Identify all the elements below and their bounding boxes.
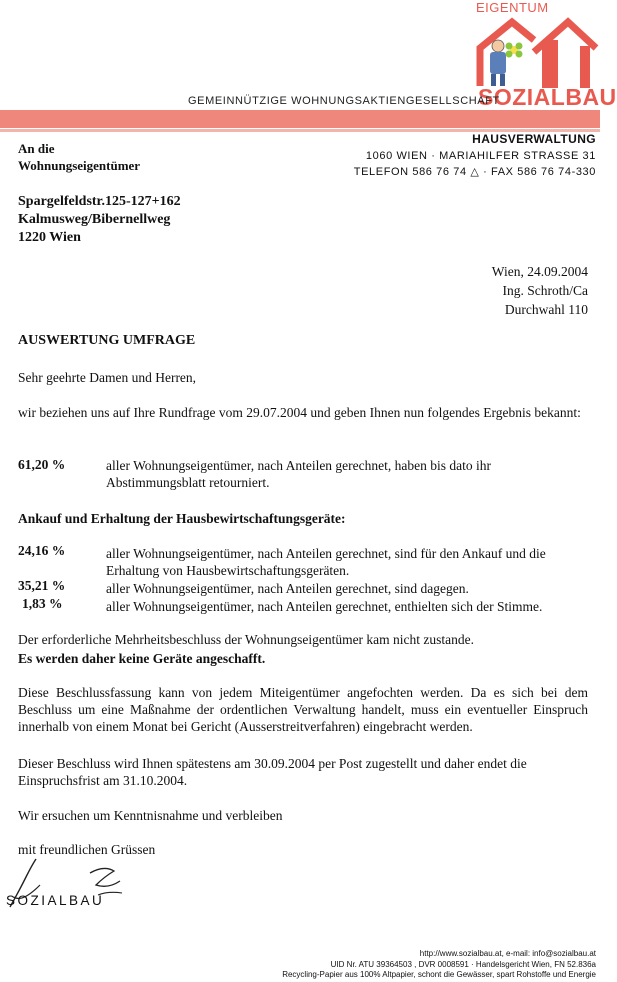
recipient-street1: Spargelfeldstr.125-127+162 <box>18 194 181 209</box>
result-percent-no: 35,21 % <box>18 578 66 593</box>
footer-registration: UID Nr. ATU 39364503 , DVR 0008591 · Handelsgericht Wien, FN 52.836a <box>330 960 596 969</box>
logo-wordmark: SOZIALBAU <box>478 84 617 110</box>
section-heading: Ankauf und Erhaltung der Hausbewirtschaftungsgeräte: <box>18 511 346 526</box>
letter-subject: AUSWERTUNG UMFRAGE <box>18 333 196 348</box>
result-text-abstain: aller Wohnungseigentümer, nach Anteilen gerechnet, enthielten sich der Stimme. <box>106 599 543 614</box>
sozialbau-logo-icon <box>476 12 596 92</box>
header-stripe <box>0 110 600 128</box>
return-rate-percent: 61,20 % <box>18 457 66 472</box>
conclusion-text: Der erforderliche Mehrheitsbeschluss der Wohnungseigentümer kam nicht zustande. <box>18 632 475 647</box>
letter-reference: Ing. Schroth/Ca <box>502 283 588 298</box>
letter-date: Wien, 24.09.2004 <box>491 264 588 279</box>
return-rate-text: aller Wohnungseigentümer, nach Anteilen gerechnet, haben bis dato ihr Abstimmungsblatt retourniert. <box>106 458 492 490</box>
company-address: 1060 WIEN · MARIAHILFER STRASSE 31 <box>365 150 596 162</box>
greeting-line: mit freundlichen Grüssen <box>18 842 156 857</box>
conclusion-emphasis: Es werden daher keine Geräte angeschafft. <box>18 651 266 666</box>
intro-paragraph: wir beziehen uns auf Ihre Rundfrage vom 29.07.2004 und geben Ihnen nun folgendes Ergebnis bekannt: <box>18 405 581 420</box>
footer-recycling-note: Recycling-Papier aus 100% Altpapier, schont die Gewässer, spart Rohstoffe und Energie <box>282 970 596 979</box>
phone-extension: Durchwahl 110 <box>504 302 588 317</box>
closing-line: Wir ersuchen um Kenntnisnahme und verbleiben <box>18 808 283 823</box>
company-phone: TELEFON 586 76 74 △ · FAX 586 76 74-330 <box>353 166 596 178</box>
department-title: HAUSVERWALTUNG <box>472 132 596 146</box>
result-text-yes: aller Wohnungseigentümer, nach Anteilen gerechnet, sind für den Ankauf und die Erhaltung von Hausbewirtschaftungsgeräten. <box>106 546 546 578</box>
recipient-line1: An die <box>18 141 55 156</box>
company-name: GEMEINNÜTZIGE WOHNUNGSAKTIENGESELLSCHAFT <box>188 95 500 107</box>
footer-contact: http://www.sozialbau.at, e-mail: info@sozialbau.at <box>419 949 596 958</box>
result-percent-yes: 24,16 % <box>18 543 66 558</box>
salutation: Sehr geehrte Damen und Herren, <box>18 370 197 385</box>
deadline-paragraph: Dieser Beschluss wird Ihnen spätestens am 30.09.2004 per Post zugestellt und daher endet die Einspruchsfrist am 31.10.2004. <box>18 756 527 788</box>
signature-company: SOZIALBAU <box>6 893 105 908</box>
recipient-city: 1220 Wien <box>18 230 81 245</box>
appeal-paragraph: Diese Beschlussfassung kann von jedem Miteigentümer angefochten werden. Da es sich bei dem Beschluss um eine Maßnahme der ordentlichen Verwaltung handelt, muss ein eventueller Einspruch innerhalb von einem Monat bei Gericht (Ausserstreitverfahren) eingebracht werden. <box>18 685 588 734</box>
recipient-line2: Wohnungseigentümer <box>18 158 141 173</box>
recipient-street2: Kalmusweg/Bibernellweg <box>18 212 171 227</box>
logo-tagline: EIGENTUM <box>476 0 549 15</box>
result-percent-abstain: 1,83 % <box>22 596 63 611</box>
result-text-no: aller Wohnungseigentümer, nach Anteilen gerechnet, sind dagegen. <box>106 581 469 596</box>
